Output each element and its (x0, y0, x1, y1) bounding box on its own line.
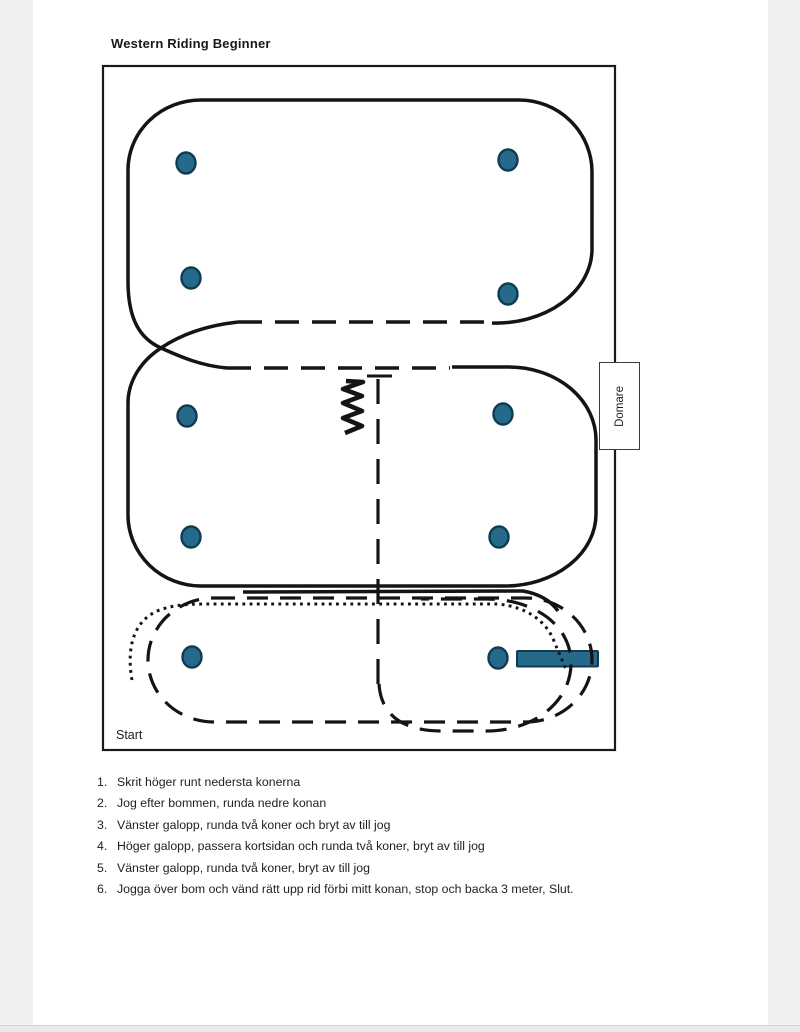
instruction-item (97, 815, 717, 836)
instruction-item (97, 879, 717, 900)
judge-box (599, 362, 640, 450)
instruction-text: Jogga över bom och vänd rätt upp rid förbi mitt konan, stop och backa 3 meter, Slut. (117, 882, 574, 897)
instruction-number: 1. (97, 775, 108, 789)
cone-marker (177, 153, 196, 174)
cone-marker (499, 150, 518, 171)
cone-marker (182, 268, 201, 289)
instruction-number: 3. (97, 817, 108, 832)
cone-marker (183, 647, 202, 668)
judge-label: Domare (613, 385, 626, 427)
instruction-item (97, 858, 717, 879)
instruction-text: Vänster galopp, runda två koner och bryt av till jog (117, 817, 391, 832)
cone-marker (178, 406, 197, 427)
page-bottom-gutter (0, 1025, 800, 1032)
cone-marker (494, 404, 513, 425)
instruction-list (97, 772, 717, 900)
instruction-item (97, 793, 717, 814)
instruction-number: 2. (97, 796, 108, 811)
instruction-text: Vänster galopp, runda två koner, bryt av till jog (117, 860, 370, 875)
cone-marker (499, 284, 518, 305)
start-label: Start (116, 728, 143, 742)
instruction-number: 6. (97, 882, 108, 897)
instruction-item (97, 772, 717, 793)
instruction-number: 4. (97, 839, 108, 854)
instruction-text: Jog efter bommen, runda nedre konan (117, 796, 327, 811)
cone-marker (182, 527, 201, 548)
cone-marker (489, 648, 508, 669)
instruction-text: Höger galopp, passera kortsidan och runda två koner, bryt av till jog (117, 839, 485, 854)
instruction-number: 5. (97, 860, 108, 875)
cone-marker (490, 527, 509, 548)
instruction-text: Skrit höger runt nedersta konerna (117, 775, 301, 789)
page-title: Western Riding Beginner (111, 36, 271, 51)
instruction-item (97, 836, 717, 857)
